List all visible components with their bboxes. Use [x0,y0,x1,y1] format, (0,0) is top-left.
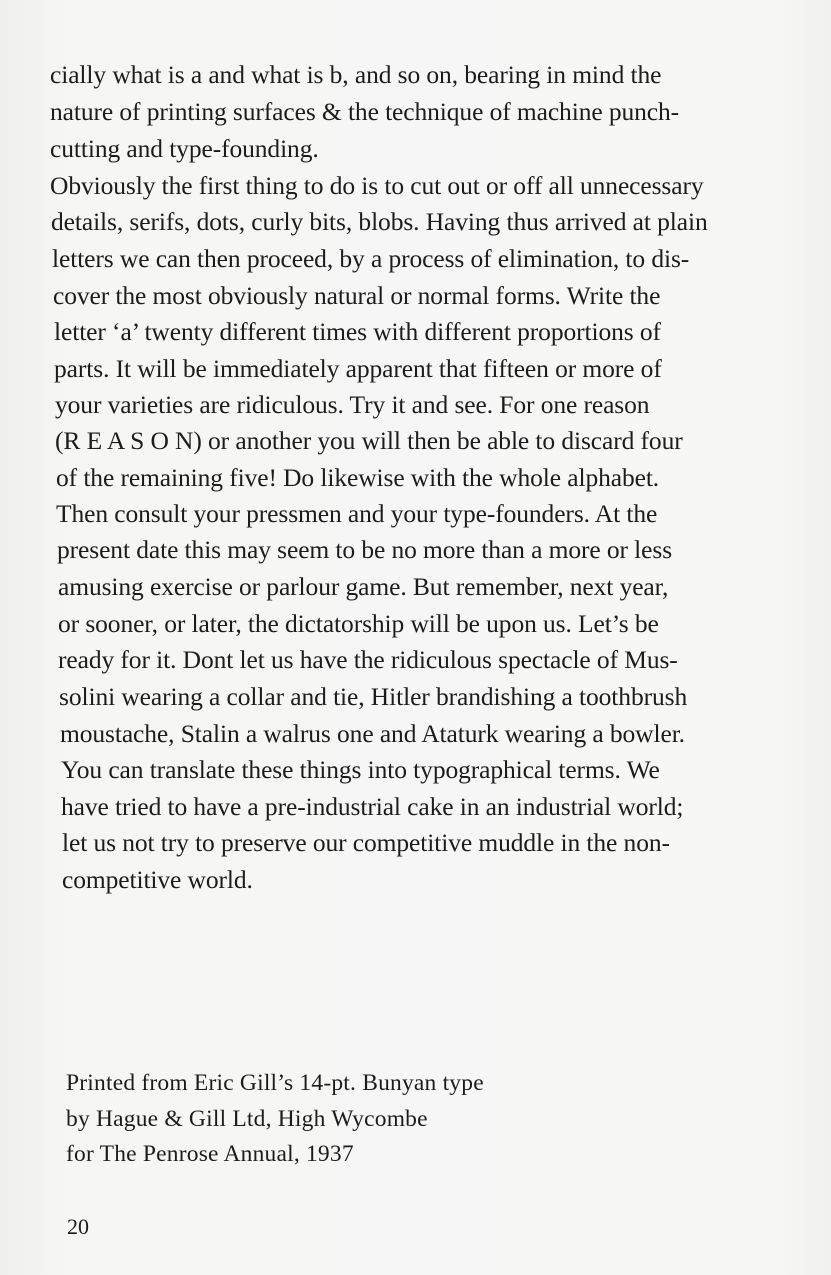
text-line: cover the most obviously natural or normal forms. Write the [53,281,661,310]
text-line: letter ‘a’ twenty different times with different proportions of [54,317,661,346]
text-line: parts. It will be immediately apparent that fifteen or more of [54,354,662,383]
text-line: cutting and type-founding. [50,134,319,163]
text-line: Obviously the first thing to do is to cut out or off all unnecessary [50,171,704,200]
text-line: ready for it. Dont let us have the ridiculous spectacle of Mus- [58,645,678,674]
colophon-line: Printed from Eric Gill’s 14-pt. Bunyan type [66,1070,484,1096]
text-line: letters we can then proceed, by a process of elimination, to dis- [52,244,690,273]
text-line: competitive world. [62,865,253,894]
text-line: moustache, Stalin a walrus one and Ataturk wearing a bowler. [60,719,685,748]
text-line: of the remaining five! Do likewise with the whole alphabet. [56,463,660,492]
text-line: solini wearing a collar and tie, Hitler brandishing a toothbrush [59,682,688,711]
text-line: details, serifs, dots, curly bits, blobs. Having thus arrived at plain [51,207,708,236]
text-line: amusing exercise or parlour game. But remember, next year, [58,572,669,601]
text-line: You can translate these things into typographical terms. We [61,755,660,784]
text-line: let us not try to preserve our competitive muddle in the non- [62,828,670,857]
colophon-line: for The Penrose Annual, 1937 [66,1141,354,1167]
page-number: 20 [67,1214,89,1239]
text-line: present date this may seem to be no more than a more or less [57,535,673,564]
text-line: nature of printing surfaces & the technique of machine punch- [50,97,680,126]
text-line: your varieties are ridiculous. Try it and see. For one reason [55,390,650,419]
text-line: (R E A S O N) or another you will then be able to discard four [55,426,683,455]
text-line: have tried to have a pre-industrial cake in an industrial world; [61,792,684,821]
text-line: or sooner, or later, the dictatorship will be upon us. Let’s be [58,609,659,638]
text-line: Then consult your pressmen and your type-founders. At the [56,499,658,528]
colophon-line: by Hague & Gill Ltd, High Wycombe [66,1106,428,1132]
text-line: cially what is a and what is b, and so on, bearing in mind the [50,60,662,89]
